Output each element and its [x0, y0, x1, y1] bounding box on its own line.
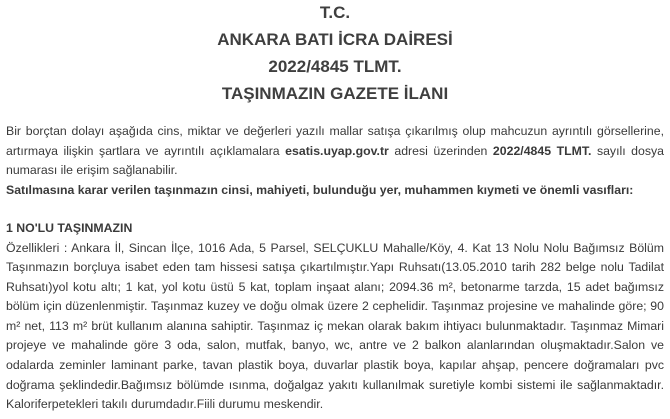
- property-section-title: 1 NO'LU TAŞINMAZIN: [6, 221, 133, 235]
- header-tc: T.C.: [319, 3, 351, 22]
- esatis-site-link[interactable]: esatis.uyap.gov.tr: [285, 143, 389, 158]
- property-subheading: Satılmasına karar verilen taşınmazın cinsi, mahiyeti, bulunduğu yer, muhammen kıymeti ve önemli vasıfları:: [6, 182, 634, 197]
- header-office: ANKARA BATI İCRA DAİRESİ: [217, 30, 453, 49]
- intro-text-1: Bir borçtan dolayı aşağıda cins, miktar ve değerleri yazılı mallar satışa çıkarılmış olup mahcuzun ayrıntılı görsellerine, artırmaya ilişkin şartlara ve ayrıntılı açıklamalara: [6, 124, 664, 158]
- intro-text-3: sayılı dosya numarası ile erişim sağlanabilir.: [6, 143, 664, 177]
- header-notice-title: TAŞINMAZIN GAZETE İLANI: [221, 84, 449, 103]
- property-description: Özellikleri : Ankara İl, Sincan İlçe, 1016 Ada, 5 Parsel, SELÇUKLU Mahalle/Köy, 4. Kat 13 Nolu Nolu Bağımsız Bölüm Taşınmazın borçluya isabet eden tam hissesi satışa çıkartılmıştır.Yapı Ruhsatı(13.05.2010 tarih 282 belge nolu Tadilat Ruhsatı)yol kotu altı; 1 kat, yol kotu üstü 5 kat, toplam inşaat alanı; 2094.36 m², betonarme tarzda, 15 adet bağımsız bölüm için düzenlenmiştir. Taşınmaz kuzey ve doğu olmak üzere 2 cephelidir. Taşınmaz projesine ve mahalinde göre; 90 m² net, 113 m² brüt kullanım alanına sahiptir. Taşınmaz iç mekan olarak bakım ihtiyacı bulunmaktadır. Taşınmaz Mimari projeye ve mahalinde göre 3 oda, salon, mutfak, banyo, wc, antre ve 2 balkon alanlarından oluşmaktadır.Salon ve odalarda zeminler laminant parke, tavan plastik boya, duvarlar plastik boya, kapılar ahşap, pencere doğramaları pvc doğrama şeklindedir.Bağımsız bölümde ısınma, doğalgaz yakıtı kullanılmak suretiyle kombi sistemi ile sağlanmaktadır. Kaloriferpetekleri takılı durumdadır.Fiili durumu meskendir.: [6, 240, 664, 412]
- intro-paragraph: [6, 122, 664, 181]
- intro-file-number: 2022/4845 TLMT.: [492, 143, 592, 158]
- announcement-header: [6, 0, 664, 107]
- header-file-number: 2022/4845 TLMT.: [268, 57, 402, 76]
- intro-text-2: adresi üzerinden: [388, 143, 493, 158]
